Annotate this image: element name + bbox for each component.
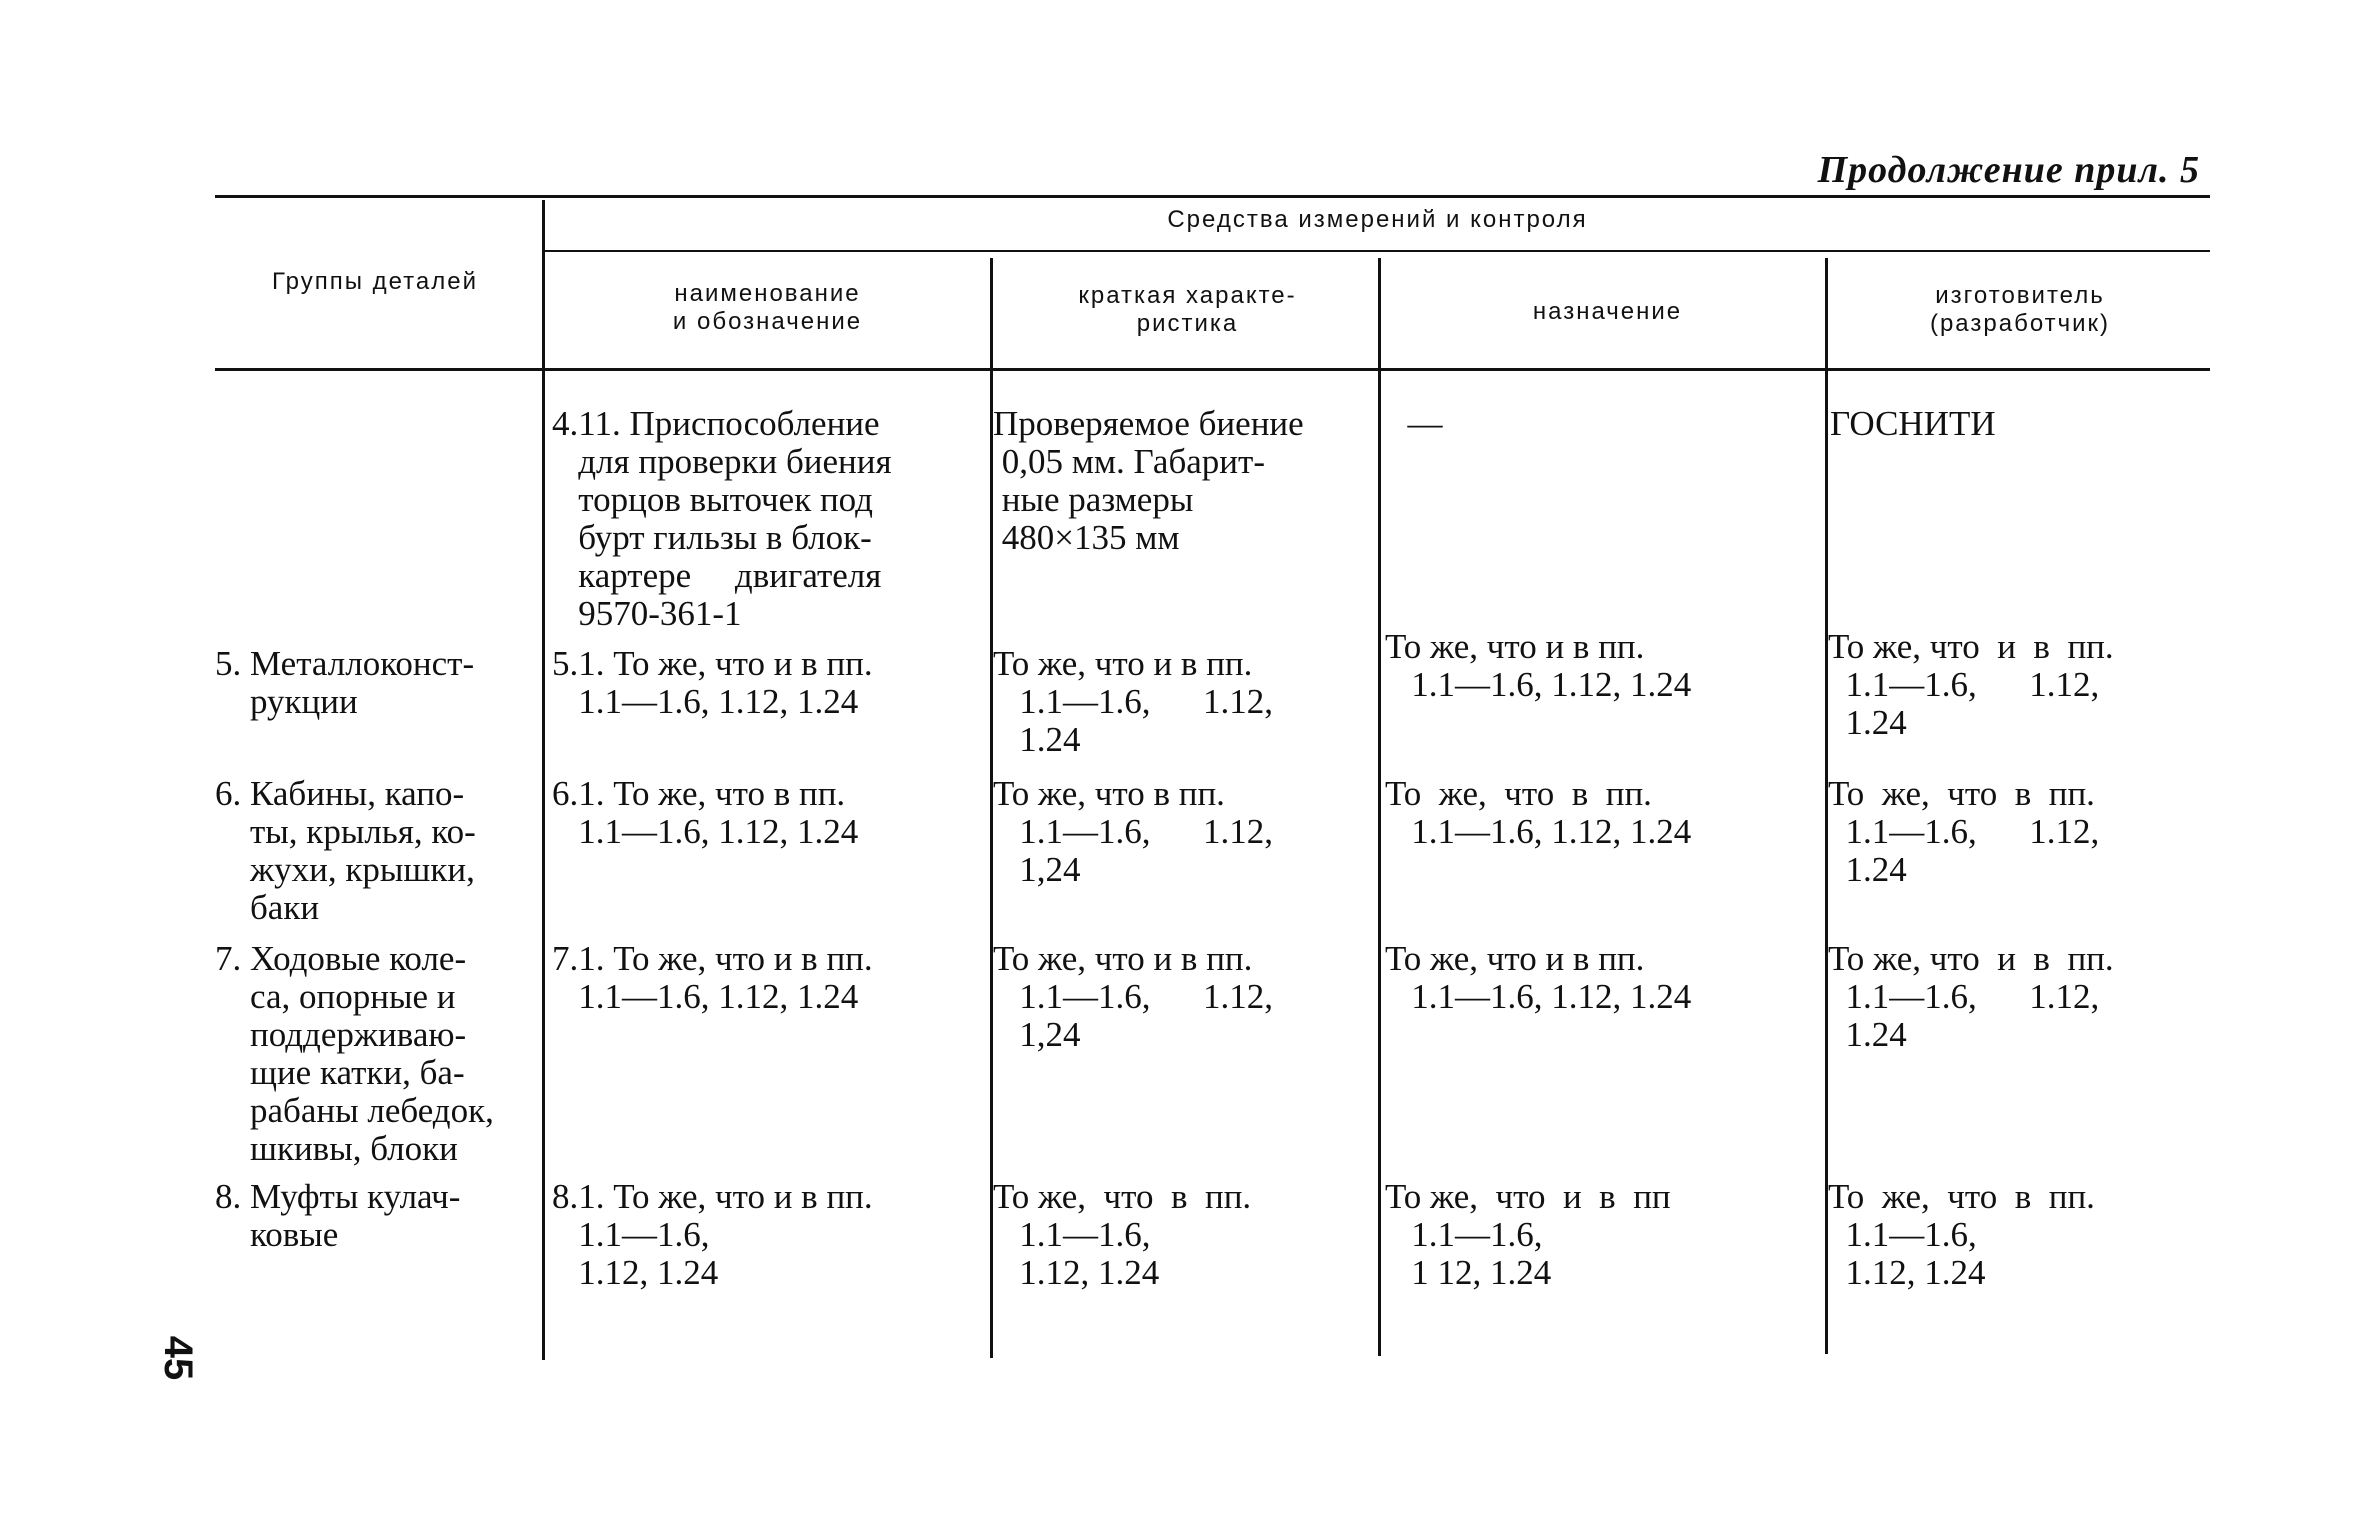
header-sub-rule xyxy=(545,250,2210,252)
row-5-manufacturer: То же, что и в пп. 1.1—1.6, 1.12, 1.24 xyxy=(1828,627,2114,742)
row-8-characteristic: То же, что в пп. 1.1—1.6, 1.12, 1.24 xyxy=(993,1177,1252,1292)
row-5-name: 5.1. То же, что и в пп. 1.1—1.6, 1.12, 1.24 xyxy=(552,644,873,721)
row-6-manufacturer: То же, что в пп. 1.1—1.6, 1.12, 1.24 xyxy=(1828,774,2100,889)
row-5-group: 5. Металлоконст- рукции xyxy=(215,644,475,721)
row-7-group: 7. Ходовые коле- са, опорные и поддерживаю- щие катки, ба- рабаны лебедок, шкивы, блоки xyxy=(215,939,494,1168)
row-6-name: 6.1. То же, что в пп. 1.1—1.6, 1.12, 1.24 xyxy=(552,774,859,851)
header-name-designation: наименование и обозначение xyxy=(672,280,863,335)
page-number: 45 xyxy=(156,1335,200,1381)
row-6-group: 6. Кабины, капо- ты, крылья, ко- жухи, крышки, баки xyxy=(215,774,476,927)
col-divider-1 xyxy=(542,200,545,1360)
row-6-characteristic: То же, что в пп. 1.1—1.6, 1.12, 1,24 xyxy=(993,774,1273,889)
row-8-manufacturer: То же, что в пп. 1.1—1.6, 1.12, 1.24 xyxy=(1828,1177,2095,1292)
row-4-11-manufacturer: ГОСНИТИ xyxy=(1830,404,1996,443)
row-5-purpose: То же, что и в пп. 1.1—1.6, 1.12, 1.24 xyxy=(1385,627,1692,704)
header-purpose: назначение xyxy=(1532,298,1683,325)
col-divider-3 xyxy=(1378,258,1381,1356)
row-4-11-characteristic: Проверяемое биение 0,05 мм. Габарит- ные размеры 480×135 мм xyxy=(993,404,1304,557)
row-4-11-purpose: — xyxy=(1390,404,1443,443)
header-manufacturer: изготовитель (разработчик) xyxy=(1929,282,2111,337)
row-8-name: 8.1. То же, что и в пп. 1.1—1.6, 1.12, 1.24 xyxy=(552,1177,873,1292)
row-4-11-name: 4.11. Приспособление для проверки биения торцов выточек под бурт гильзы в блок- картере двигателя 9570-361-1 xyxy=(552,404,892,633)
header-part-groups: Группы деталей xyxy=(271,268,479,295)
header-bottom-rule xyxy=(215,368,2210,371)
row-8-group: 8. Муфты кулач- ковые xyxy=(215,1177,461,1254)
row-5-characteristic: То же, что и в пп. 1.1—1.6, 1.12, 1.24 xyxy=(993,644,1273,759)
row-6-purpose: То же, что в пп. 1.1—1.6, 1.12, 1.24 xyxy=(1385,774,1692,851)
row-7-manufacturer: То же, что и в пп. 1.1—1.6, 1.12, 1.24 xyxy=(1828,939,2114,1054)
row-7-name: 7.1. То же, что и в пп. 1.1—1.6, 1.12, 1.24 xyxy=(552,939,873,1016)
row-7-purpose: То же, что и в пп. 1.1—1.6, 1.12, 1.24 xyxy=(1385,939,1692,1016)
table-top-rule xyxy=(215,195,2210,198)
continuation-caption: Продолжение прил. 5 xyxy=(1817,149,2200,191)
header-measurement-means: Средства измерений и контроля xyxy=(1167,206,1588,233)
row-8-purpose: То же, что и в пп 1.1—1.6, 1 12, 1.24 xyxy=(1385,1177,1671,1292)
row-7-characteristic: То же, что и в пп. 1.1—1.6, 1.12, 1,24 xyxy=(993,939,1273,1054)
header-brief-characteristic: краткая характе- ристика xyxy=(1078,282,1297,337)
